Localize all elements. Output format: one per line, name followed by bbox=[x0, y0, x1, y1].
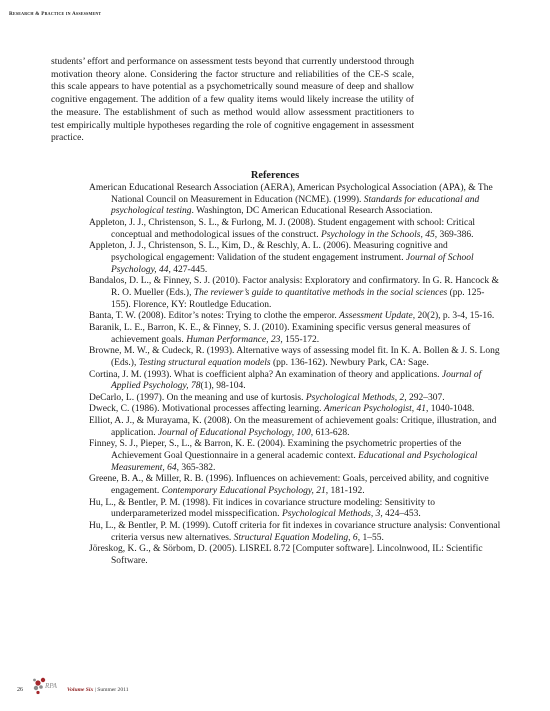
reference-entry: Cortina, J. M. (1993). What is coefficient alpha? An examination of theory and applications. Journal of Applied Psychology, 78(1), 98-104. bbox=[89, 369, 482, 392]
journal-info bbox=[67, 687, 129, 693]
logo-text: RPA bbox=[45, 682, 57, 690]
page-number: 26 bbox=[17, 687, 23, 693]
reference-entry: Jöreskog, K. G., & Sörbom, D. (2005). LISREL 8.72 [Computer software]. Lincolnwood, IL: Scientific Software. bbox=[89, 544, 483, 566]
reference-entry: Baranik, L. E., Barron, K. E., & Finney, S. J. (2010). Examining specific versus general measures of achievement goals. Human Performance, 23, 155-172. bbox=[89, 322, 471, 345]
reference-entry: Finney, S. J., Pieper, S., L., & Barron, K. E. (2004). Examining the psychometric properties of the Achievement Goal Questionnaire in a general academic context. Educational and Psychological Measurement, 64, 365-382. bbox=[89, 439, 478, 473]
footer-separator: | bbox=[93, 687, 98, 693]
reference-entry: Hu, L., & Bentler, P. M. (1998). Fit indices in covariance structure modeling: Sensitivity to underparameterized model misspecification. Psychological Methods, 3, 424–453. bbox=[89, 497, 436, 520]
reference-entry: American Educational Research Association (AERA), American Psychological Association (APA), & The National Council on Measurement in Education (NCME). (1999). Standards for educational and psychological testing. Washington, DC American Educational Research Association. bbox=[89, 183, 493, 217]
season-label: Summer 2011 bbox=[97, 687, 129, 693]
reference-entry: DeCarlo, L. (1997). On the meaning and use of kurtosis. Psychological Methods, 2, 292–307. bbox=[89, 392, 445, 403]
reference-entry: Hu, L., & Bentler, P. M. (1999). Cutoff criteria for fit indexes in covariance structure analysis: Conventional criteria versus new alternatives. Structural Equation Modeling, 6, 1–55. bbox=[89, 521, 501, 543]
reference-entry: Appleton, J. J., Christenson, S. L., & Furlong, M. J. (2008). Student engagement with school: Critical conceptual and methodological issues of the construct. Psychology in the Schools, 45, 369-386. bbox=[89, 217, 476, 240]
running-head: Research & Practice in Assessment bbox=[9, 11, 102, 17]
rpa-logo-icon bbox=[32, 676, 66, 698]
volume-label: Volume Six bbox=[67, 687, 94, 693]
references-heading: References bbox=[250, 170, 300, 181]
reference-entry: Bandalos, D. L., & Finney, S. J. (2010). Factor analysis: Exploratory and confirmatory. In G. R. Hancock & R. O. Mueller (Eds.), The reviewer’s guide to quantitative methods in the social sciences (pp. 125-155). Florence, KY: Routledge Education. bbox=[89, 276, 499, 310]
body-paragraph: students’ effort and performance on assessment tests beyond that currently understood through motivation theory alone. Considering the factor structure and reliabilities of the CE-S scale, this scale appears to have potential as a psychometrically sound measure of deep and shallow cognitive engagement. The addition of a few quality items would likely increase the utility of the measure. The establishment of such as method would allow assessment practitioners to test empirically multiple hypotheses regarding the role of cognitive engagement in assessment practice. bbox=[51, 56, 414, 144]
page-footer bbox=[15, 676, 215, 698]
references-list bbox=[89, 183, 501, 568]
reference-entry: Dweck, C. (1986). Motivational processes affecting learning. American Psychologist, 41, 1040-1048. bbox=[89, 404, 475, 415]
reference-entry: Banta, T. W. (2008). Editor’s notes: Trying to clothe the emperor. Assessment Update, 20(2), p. 3-4, 15-16. bbox=[89, 311, 495, 322]
reference-entry: Greene, B. A., & Miller, R. B. (1996). Influences on achievement: Goals, perceived ability, and cognitive engagement. Contemporary Educational Psychology, 21, 181-192. bbox=[89, 474, 489, 497]
reference-entry: Elliot, A. J., & Murayama, K. (2008). On the measurement of achievement goals: Critique, illustration, and application. Journal of Educational Psychology, 100, 613-628. bbox=[89, 416, 497, 438]
reference-entry: Browne, M. W., & Cudeck, R. (1993). Alternative ways of assessing model fit. In K. A. Bollen & J. S. Long (Eds.), Testing structural equation models (pp. 136-162). Newbury Park, CA: Sage. bbox=[89, 346, 500, 368]
reference-entry: Appleton, J. J., Christenson, S. L., Kim, D., & Reschly, A. L. (2006). Measuring cognitive and psychological engagement: Validation of the student engagement instrument. Journal of School Psychology, 44, 427-445. bbox=[89, 241, 474, 275]
